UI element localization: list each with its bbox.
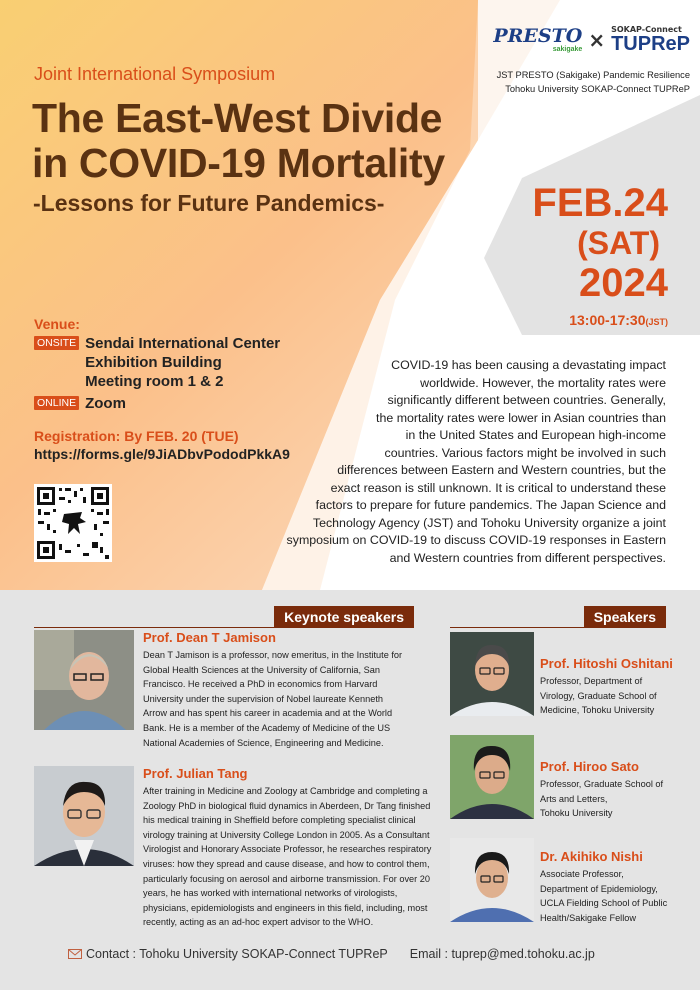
date-time xyxy=(532,312,668,328)
event-title xyxy=(32,96,445,186)
bio-line: physicians, epidemiologists and engineers in this field, including, most xyxy=(143,902,428,913)
bio-line: virology training at University College London in 2005. As a Consultant xyxy=(143,829,430,840)
online-location: Zoom xyxy=(85,395,126,412)
sakigake-logo-text: sakigake xyxy=(552,46,583,53)
speaker-name-oshitani: Prof. Hitoshi Oshitani xyxy=(540,656,673,671)
onsite-line-3: Meeting room 1 & 2 xyxy=(85,373,224,390)
contact-text: Contact : Tohoku University SOKAP-Connect TUPReP xyxy=(86,947,388,961)
bio-line: University under the supervision of Nobel laureate Kenneth xyxy=(143,693,384,704)
speaker-name-jamison: Prof. Dean T Jamison xyxy=(143,630,276,645)
venue-onsite xyxy=(34,334,280,391)
date-block xyxy=(532,182,668,328)
bio-line: Bank. He is a member of the Academy of Medicine of the US xyxy=(143,722,391,733)
bio-line: Professor, Graduate School of xyxy=(540,779,664,789)
bio-line: Francisco. He received a PhD in economics from Harvard xyxy=(143,679,378,690)
mail-icon xyxy=(68,949,82,959)
sokap-connect-text: SOKAP-Connect xyxy=(611,25,682,34)
date-weekday: (SAT) xyxy=(577,225,660,261)
bio-line: Health/Sakigake Fellow xyxy=(540,912,637,923)
contact-email[interactable]: Email : tuprep@med.tohoku.ac.jp xyxy=(409,947,595,961)
onsite-tag: ONSITE xyxy=(34,336,79,350)
registration-link[interactable]: https://forms.gle/9JiADbvPododPkkA9 xyxy=(34,446,290,462)
bio-line: Arrow and has spent his career in academia and at the World xyxy=(143,708,393,719)
venue-label: Venue: xyxy=(34,316,80,332)
bio-line: Medicine, Tohoku University xyxy=(540,705,655,716)
description-line: COVID-19 has been causing a devastating impact xyxy=(391,358,666,372)
speakers-header xyxy=(450,606,666,628)
venue-online xyxy=(34,394,126,413)
speaker-bio-tang xyxy=(143,784,431,930)
bio-line: Tohoku University xyxy=(540,808,613,819)
photo-placeholder xyxy=(450,838,534,922)
event-label: Joint International Symposium xyxy=(34,64,276,84)
event-title-line-1: The East-West Divide xyxy=(32,95,443,141)
onsite-location xyxy=(85,334,280,391)
date-time-range: 13:00-17:30 xyxy=(569,312,646,328)
description-line: countries. Various factors might be involved in such xyxy=(384,445,666,460)
organizer-lines xyxy=(480,68,690,97)
speaker-bio-nishi xyxy=(540,867,667,925)
date-year: 2024 xyxy=(579,261,668,305)
event-description xyxy=(266,357,666,567)
onsite-line-1: Sendai International Center xyxy=(85,335,281,352)
tuprep-logo-text: TUPReP xyxy=(611,33,690,55)
photo-placeholder xyxy=(450,632,534,716)
bio-line: Dean T Jamison is a professor, now emeritus, in the Institute for xyxy=(143,650,403,660)
description-line: in the United States and European high-income xyxy=(405,428,666,442)
online-tag: ONLINE xyxy=(34,396,79,410)
bio-line: Department of Epidemiology, xyxy=(540,883,658,894)
organizer-line-2: Tohoku University SOKAP-Connect TUPReP xyxy=(505,84,690,95)
speaker-photo-nishi xyxy=(450,838,534,922)
bio-line: Associate Professor, xyxy=(540,869,624,879)
times-sign: × xyxy=(588,28,606,52)
registration-qr-code[interactable] xyxy=(34,484,112,562)
description-line: differences between Eastern and Western countries, but the xyxy=(337,463,666,477)
speaker-name-sato: Prof. Hiroo Sato xyxy=(540,759,639,774)
speaker-bio-oshitani xyxy=(540,674,657,718)
description-line: Technology Agency (JST) and Tohoku University organize a joint xyxy=(312,515,666,530)
keynote-header xyxy=(34,606,414,628)
date-month-day: FEB.24 xyxy=(532,181,668,225)
presto-logo xyxy=(493,27,582,53)
description-line: and Western countries from different perspectives. xyxy=(389,550,666,565)
speaker-bio-sato xyxy=(540,777,663,821)
speaker-name-nishi: Dr. Akihiko Nishi xyxy=(540,849,643,864)
bio-line: National Academies of Science, Engineering and Medicine. xyxy=(143,737,384,748)
description-line: symposium on COVID-19 to discuss COVID-19 responses in Eastern xyxy=(286,533,666,547)
description-line: factors to prepare for future pandemics. The Japan Science and xyxy=(315,498,666,512)
event-subtitle: -Lessons for Future Pandemics- xyxy=(33,190,385,216)
speaker-bio-jamison xyxy=(143,648,402,750)
bio-line: Virology, Graduate School of xyxy=(540,690,657,701)
speaker-name-tang: Prof. Julian Tang xyxy=(143,766,248,781)
bio-line: Virologist and Honorary Associate Professor, he researches respiratory xyxy=(143,844,432,855)
description-line: significantly different between countries. Generally, xyxy=(387,393,666,407)
presto-logo-text: PRESTO xyxy=(493,25,583,47)
event-title-line-2: in COVID-19 Mortality xyxy=(32,140,445,186)
bio-line: Arts and Letters, xyxy=(540,793,608,804)
onsite-line-2: Exhibition Building xyxy=(85,354,222,371)
speakers-header-label: Speakers xyxy=(584,606,666,628)
poster-speakers-section xyxy=(0,590,700,990)
speaker-photo-sato xyxy=(450,735,534,819)
bio-line: Professor, Department of xyxy=(540,676,643,686)
speaker-photo-oshitani xyxy=(450,632,534,716)
qr-code-graphic xyxy=(34,484,112,562)
description-line: worldwide. However, the mortality rates were xyxy=(420,375,666,390)
tuprep-logo xyxy=(611,26,690,54)
bio-line: Global Health Sciences at the University of California, San xyxy=(143,664,380,675)
photo-placeholder xyxy=(34,766,134,866)
bio-line: Zoology PhD in biological fluid dynamics in Aberdeen, Dr Tang finished xyxy=(143,800,431,811)
bio-line: particularly focusing on aerosol and airborne transmission. For over 20 xyxy=(143,873,430,884)
date-timezone: (JST) xyxy=(645,317,668,327)
contact-line xyxy=(68,947,595,961)
bio-line: his medical training in Sheffield before completing specialist clinical xyxy=(143,815,416,826)
registration-label: Registration: By FEB. 20 (TUE) xyxy=(34,428,239,444)
bio-line: After training in Medicine and Zoology at Cambridge and completing a xyxy=(143,786,428,796)
keynote-header-label: Keynote speakers xyxy=(274,606,414,628)
bio-line: years, he has worked with international networks of virologists, xyxy=(143,888,398,899)
organizer-line-1: JST PRESTO (Sakigake) Pandemic Resilience xyxy=(496,70,690,80)
photo-placeholder xyxy=(34,630,134,730)
speaker-photo-tang xyxy=(34,766,134,866)
description-line: the mortality rates were lower in Asian countries than xyxy=(376,410,666,425)
logo-block xyxy=(480,26,690,97)
logo-row xyxy=(480,26,690,54)
description-line: exact reason is still unknown. It is critical to understand these xyxy=(330,480,666,495)
bio-line: UCLA Fielding School of Public xyxy=(540,898,668,909)
speaker-photo-jamison xyxy=(34,630,134,730)
photo-placeholder xyxy=(450,735,534,819)
bio-line: recently, acting as an ad-hoc expert advisor to the WHO. xyxy=(143,917,374,928)
bio-line: viruses: how they spread and cause disease, and how to control them, xyxy=(143,858,430,869)
